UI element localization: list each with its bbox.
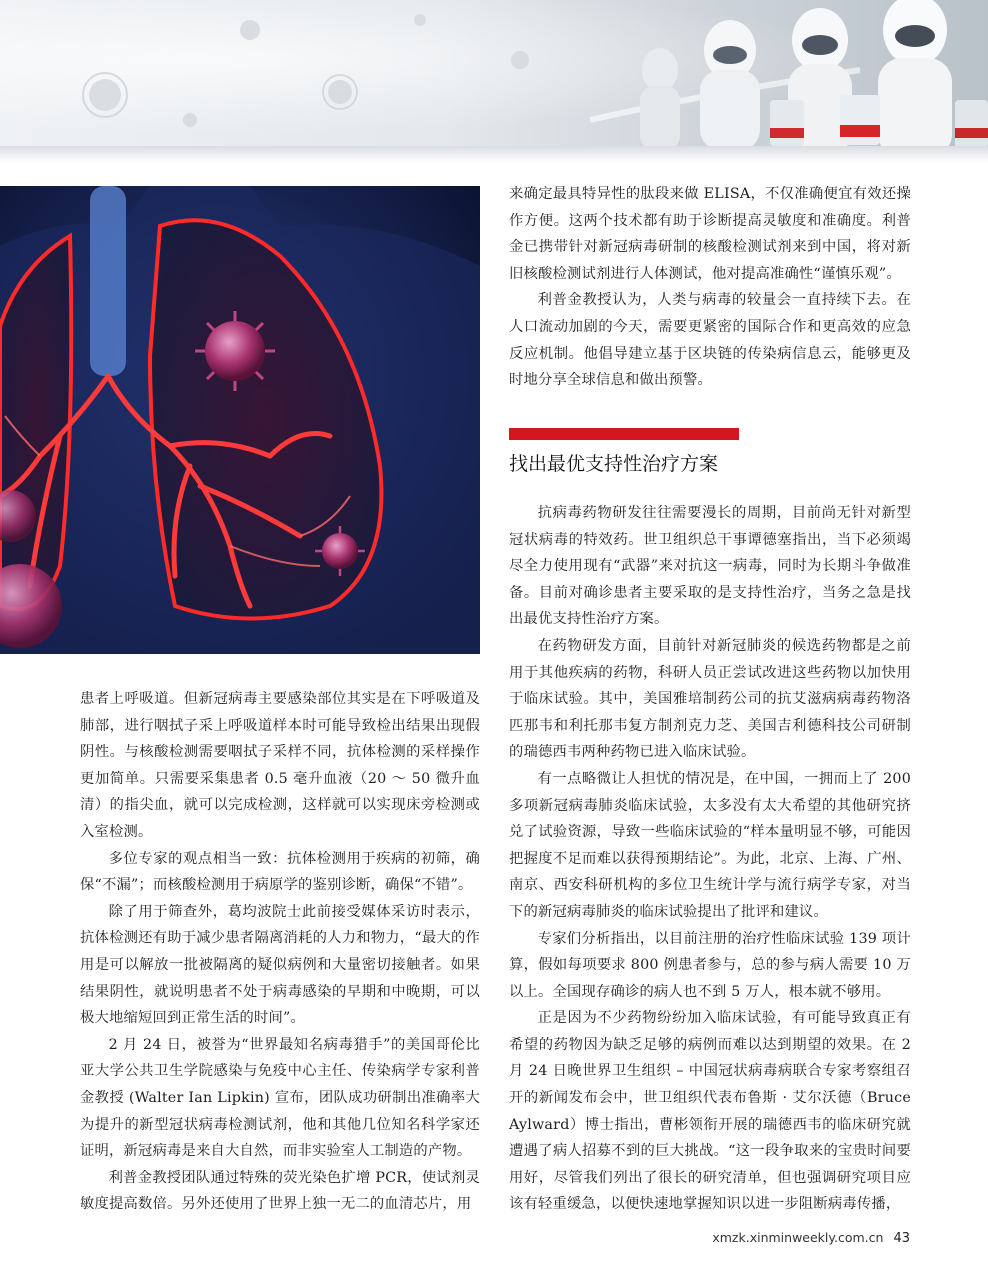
paragraph: 正是因为不少药物纷纷加入临床试验，有可能导致真正有希望的药物因为缺乏足够的病例而难以达到期望的效果。在 2 月 24 日晚世界卫生组织 – 中国冠状病毒病联合专家考察组召开的新闻发布会中，世卫组织代表布鲁斯 · 艾尔沃德（Bruce Aylward）博士指出，曹彬领衔开展的瑞德西韦的临床研究就遭遇了病人招募不到的巨大挑战。“这一段争取来的宝贵时间要用好，尽管我们列出了很长的研究清单，但也强调研究项目应该有轻重缓急，以便快速地掌握知识以进一步阻断病毒传播，	[509, 1010, 911, 1213]
left-text-column	[80, 686, 480, 1218]
page-number: 43	[893, 1231, 910, 1246]
right-text-column-top	[509, 181, 911, 394]
paragraph: 2 月 24 日，被誉为“世界最知名病毒猎手”的美国哥伦比亚大学公共卫生学院感染与免疫中心主任、传染病学专家利普金教授 (Walter Ian Lipkin) 宣布，团队成功研制出准确率大为提升的新型冠状病毒检测试剂，他和其他几位知名科学家还证明，新冠病毒是来自大自然，而非实验室人工制造的产物。	[80, 1036, 480, 1160]
paragraph: 专家们分析指出，以目前注册的治疗性临床试验 139 项计算，假如每项要求 800 例患者参与，总的参与病人需要 10 万以上。全国现存确诊的病人也不到 5 万人，根本就不够用。	[509, 930, 911, 1000]
paragraph: 在药物研发方面，目前针对新冠肺炎的候选药物都是之前用于其他疾病的药物，科研人员正尝试改进这些药物以加快用于临床试验。其中，美国雅培制药公司的抗艾滋病病毒药物洛匹那韦和利托那韦复方制剂克力芝、美国吉利德科技公司研制的瑞德西韦两种药物已进入临床试验。	[509, 637, 911, 761]
section-heading: 找出最优支持性治疗方案	[509, 453, 719, 475]
header-banner-photo	[0, 0, 988, 148]
paragraph: 有一点略微让人担忧的情况是，在中国，一拥而上了 200 多项新冠病毒肺炎临床试验，太多没有太大希望的其他研究挤兑了试验资源，导致一些临床试验的“样本量明显不够，可能因把握度不足而难以获得预期结论”。为此，北京、上海、广州、南京、西安科研机构的多位卫生统计学与流行病学专家，对当下的新冠病毒肺炎的临床试验提出了批评和建议。	[509, 770, 911, 920]
paragraph: 多位专家的观点相当一致：抗体检测用于疾病的初筛，确保“不漏”；而核酸检测用于病原学的鉴别诊断，确保“不错”。	[80, 850, 480, 894]
paragraph: 来确定最具特异性的肽段来做 ELISA，不仅准确便宜有效还操作方便。这两个技术都有助于诊断提高灵敏度和准确度。利普金已携带针对新冠病毒研制的核酸检测试剂来到中国，将对新旧核酸检测试剂进行人体测试，他对提高准确性“谨慎乐观”。	[509, 186, 911, 282]
paragraph: 抗病毒药物研发往往需要漫长的周期，目前尚无针对新型冠状病毒的特效药。世卫组织总干事谭德塞指出，当下必须竭尽全力使用现有“武器”来对抗这一病毒，同时为长期斗争做准备。目前对确诊患者主要采取的是支持性治疗，当务之急是找出最优支持性治疗方案。	[509, 505, 911, 628]
footer-site-url: xmzk.xinminweekly.com.cn	[712, 1230, 884, 1245]
lungs-virus-illustration	[0, 186, 480, 654]
paragraph: 除了用于筛查外，葛均波院士此前接受媒体采访时表示，抗体检测还有助于减少患者隔离消耗的人力和物力，“最大的作用是可以解放一批被隔离的疑似病例和大量密切接触者。如果结果阴性，就说明患者不处于病毒感染的早期和中晚期，可以极大地缩短回到正常生活的时间”。	[80, 903, 480, 1027]
paragraph: 患者上呼吸道。但新冠病毒主要感染部位其实是在下呼吸道及肺部，进行咽拭子采上呼吸道样本时可能导致检出结果出现假阴性。与核酸检测需要咽拭子采样不同，抗体检测的采样操作更加简单。只需要采集患者 0.5 毫升血液（20 ～ 50 微升血清）的指尖血，就可以完成检测，这样就可以实现床旁检测或入室检测。	[80, 691, 480, 840]
right-text-column-bottom	[509, 500, 911, 1218]
section-heading-bar	[509, 428, 739, 440]
banner-divider	[0, 146, 988, 162]
paragraph: 利普金教授团队通过特殊的荧光染色扩增 PCR，使试剂灵敏度提高数倍。另外还使用了世界上独一无二的血清芯片，用	[80, 1169, 480, 1213]
paragraph: 利普金教授认为，人类与病毒的较量会一直持续下去。在人口流动加剧的今天，需要更紧密的国际合作和更高效的应急反应机制。他倡导建立基于区块链的传染病信息云，能够更及时地分享全球信息和做出预警。	[509, 292, 911, 389]
page-footer	[712, 1230, 910, 1246]
